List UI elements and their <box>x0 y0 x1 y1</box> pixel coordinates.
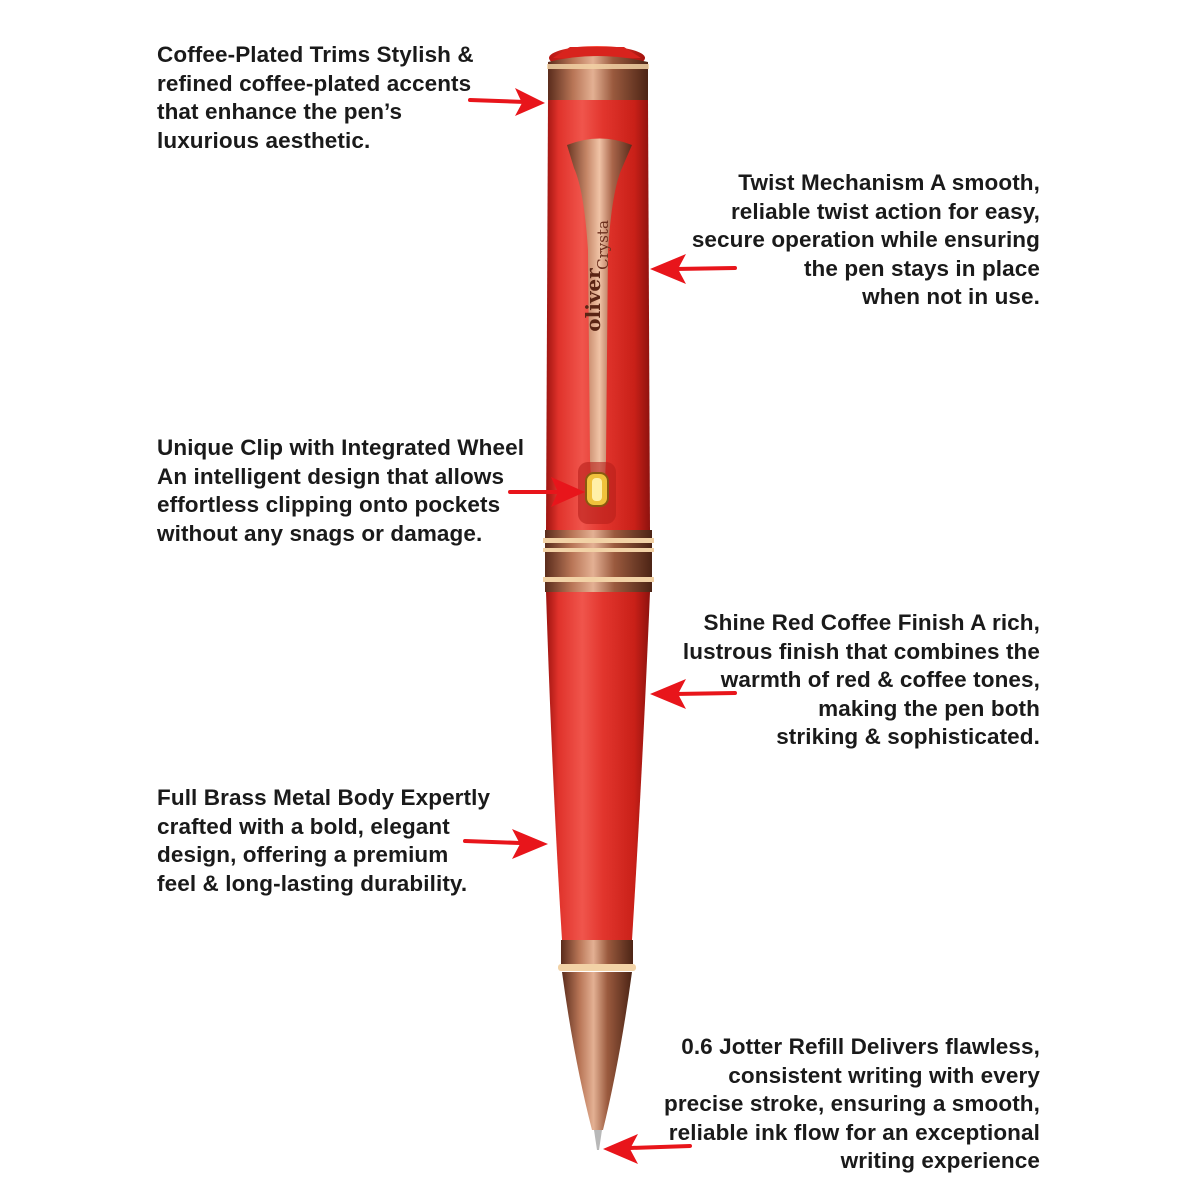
lower-trim-ring <box>558 940 636 971</box>
clip-brand-engraving: oliver <box>581 268 605 332</box>
callout-brass-body: Full Brass Metal Body Expertly crafted with a bold, elegant design, offering a premium feel & long-lasting durability. <box>157 785 491 896</box>
arrow-trims <box>470 88 545 116</box>
refill-tip <box>594 1130 602 1150</box>
callout-twist-mechanism: Twist Mechanism A smooth, reliable twist action for easy, secure operation while ensuring the pen stays in place when not in use. <box>691 170 1040 310</box>
clip-model-engraving: Crysta <box>594 220 612 270</box>
clip-wheel <box>578 462 616 524</box>
cap-top-trim <box>547 56 649 105</box>
callout-jotter-refill: 0.6 Jotter Refill Delivers flawless, consistent writing with every precise stroke, ensuring a smooth, reliable ink flow for an exceptional writing experience <box>663 1034 1040 1174</box>
center-band <box>543 530 654 592</box>
barrel-body <box>546 592 650 940</box>
callout-shine-red-finish: Shine Red Coffee Finish A rich, lustrous finish that combines the warmth of red & coffee tones, making the pen both striking & sophisticated. <box>682 610 1040 750</box>
tip-cone <box>562 972 632 1130</box>
callout-coffee-plated-trims: Coffee-Plated Trims Stylish & refined coffee-plated accents that enhance the pen’s luxurious aesthetic. <box>157 42 474 153</box>
callout-unique-clip: Unique Clip with Integrated Wheel An intelligent design that allows effortless clipping onto pockets without any snags or damage. <box>157 435 525 546</box>
